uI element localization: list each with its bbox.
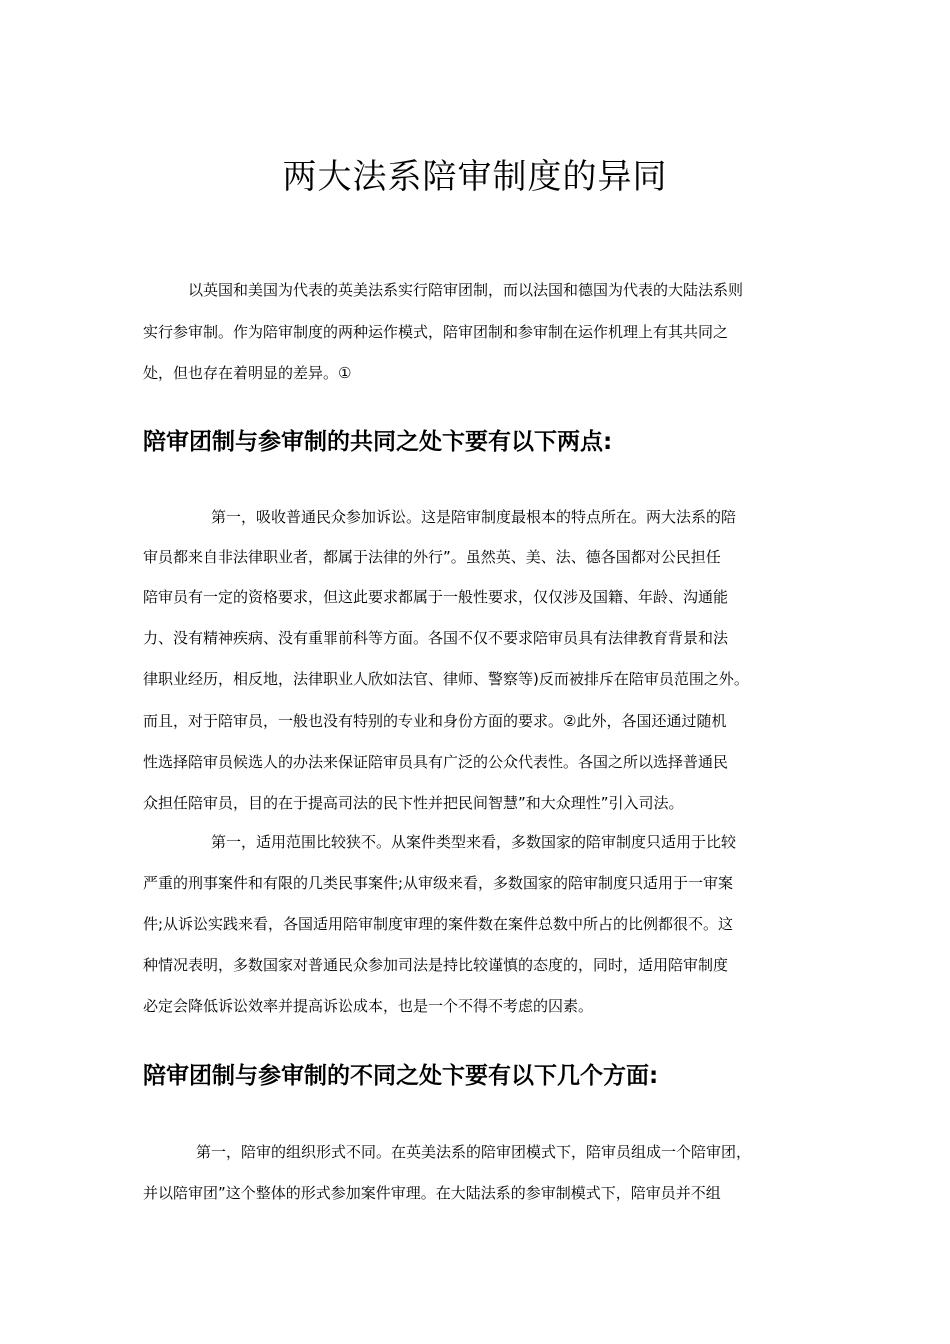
common-point2-line-2: 严重的刑事案件和有限的几类民事案件;从审级来看，多数国家的陪审制度只适用于一审案	[143, 874, 734, 892]
common-point1-line-8: 众担任陪审员，目的在于提高司法的民卞性并把民间智慧”和大众理性”引入司法。	[143, 794, 684, 812]
intro-line-3: 处，但也存在着明显的差异。①	[143, 364, 352, 382]
common-point1-line-4: 力、没有精神疾病、没有重罪前科等方面。各国不仅不要求陪审员具有法律教育背景和法	[143, 629, 729, 647]
heading-difference-points: 陪审团制与参审制的不同之处卞要有以下几个方面:	[143, 1063, 659, 1089]
intro-line-2: 实行参审制。作为陪审制度的两种运作模式，陪审团制和参审制在运作机理上有其共同之	[143, 323, 729, 341]
difference-point1-line-2: 并以陪审团”这个整体的形式参加案件审理。在大陆法系的参审制模式下，陪审员并不组	[143, 1184, 721, 1202]
common-point2-line-4: 种情况表明，多数国家对普通民众参加司法是持比较谨慎的态度的，同时，适用陪审制度	[143, 956, 729, 974]
common-point1-line-1: 第一，吸收普通民众参加诉讼。这是陪审制度最根本的特点所在。两大法系的陪	[211, 508, 737, 526]
common-point2-line-1: 第一，适用范围比较狭不。从案件类型来看，多数国家的陪审制度只适用于比较	[211, 833, 737, 851]
document-title: 两大法系陪审制度的异同	[282, 157, 668, 197]
difference-point1-line-1: 第一，陪审的组织形式不同。在英美法系的陪审团模式下，陪审员组成一个陪审团，	[196, 1143, 752, 1161]
intro-line-1: 以英国和美国为代表的英美法系实行陪审团制，而以法国和德国为代表的大陆法系则	[188, 281, 744, 299]
common-point1-line-5: 律职业经历，相反地，法律职业人欣如法官、律师、警察等)反而被排斥在陪审员范围之外。	[143, 670, 749, 688]
common-point2-line-5: 必定会降低诉讼效率并提高诉讼成本，也是一个不得不考虑的囚素。	[143, 997, 594, 1015]
common-point1-line-3: 陪审员有一定的资格要求，但这此要求都属于一般性要求，仅仅涉及国籍、年龄、沟通能	[143, 588, 729, 606]
common-point2-line-3: 件;从诉讼实践来看，各国适用陪审制度审理的案件数在案件总数中所占的比例都很不。这	[143, 915, 734, 933]
common-point1-line-6: 而且，对于陪审员，一般也没有特别的专业和身份方面的要求。②此外，各国还通过随机	[143, 712, 727, 730]
common-point1-line-2: 审员都来自非法律职业者，都属于法律的外行”。虽然英、美、法、德各国都对公民担任	[143, 548, 721, 566]
heading-common-points: 陪审团制与参审制的共同之处卞要有以下两点:	[143, 429, 613, 455]
common-point1-line-7: 性选择陪审员候选人的办法来保证陪审员具有广泛的公众代表性。各国之所以选择普通民	[143, 753, 729, 771]
